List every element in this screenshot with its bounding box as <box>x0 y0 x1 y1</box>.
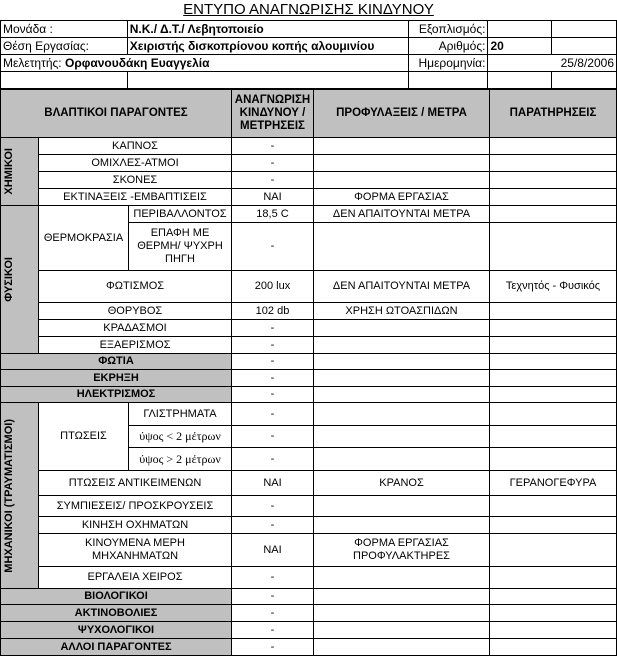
column-header-row <box>1 90 617 138</box>
col-header-factors: ΒΛΑΠΤΙΚΟΙ ΠΑΡΑΓΟΝΤΕΣ <box>1 90 232 138</box>
measures-cell[interactable] <box>314 387 490 403</box>
factor-label: ΚΙΝΟΥΜΕΝΑ ΜΕΡΗ ΜΗΧΑΝΗΜΑΤΩΝ <box>39 534 232 567</box>
notes-cell[interactable] <box>490 448 617 471</box>
recognition-cell[interactable]: - <box>232 320 314 337</box>
measures-cell[interactable] <box>314 138 490 155</box>
factor-label: ΣΚΟΝΕΣ <box>39 172 232 189</box>
recognition-cell[interactable]: 102 db <box>232 303 314 320</box>
measures-cell[interactable] <box>314 370 490 387</box>
notes-cell[interactable] <box>490 223 617 271</box>
factor-label: ΚΙΝΗΣΗ ΟΧΗΜΑΤΩΝ <box>39 517 232 534</box>
header-row-unit <box>1 21 617 38</box>
group-label: ΜΗΧΑΝΙΚΟΙ (ΤΡΑΥΜΑΤΙΣΜΟΙ) <box>3 418 15 573</box>
recognition-cell[interactable]: - <box>232 589 314 605</box>
factor-label-temperature: ΘΕΡΜΟΚΡΑΣΙΑ <box>39 206 129 271</box>
factor-label: ΕΚΡΗΞΗ <box>1 370 232 387</box>
recognition-cell[interactable]: - <box>232 138 314 155</box>
date-label: Ημερομηνία: <box>408 55 488 72</box>
factor-label: ΣΥΜΠΙΕΣΕΙΣ/ ΠΡΟΣΚΡΟΥΣΕΙΣ <box>39 496 232 517</box>
measures-cell[interactable] <box>314 337 490 354</box>
researcher-label: Μελετητής: <box>3 56 62 70</box>
factor-label: ΕΡΓΑΛΕΙΑ ΧΕΙΡΟΣ <box>39 567 232 589</box>
measures-cell[interactable] <box>314 567 490 589</box>
factor-sublabel: ΓΛΙΣΤΡΗΜΑΤΑ <box>129 403 232 426</box>
col-header-notes: ΠΑΡΑΤΗΡΗΣΕΙΣ <box>490 90 617 138</box>
measures-cell[interactable] <box>314 354 490 370</box>
notes-cell[interactable] <box>490 155 617 172</box>
recognition-cell[interactable]: - <box>232 567 314 589</box>
notes-cell[interactable] <box>490 387 617 403</box>
notes-cell[interactable] <box>490 639 617 656</box>
table-row <box>1 589 617 605</box>
recognition-cell[interactable]: - <box>232 605 314 622</box>
measures-cell[interactable]: ΦΟΡΜΑ ΕΡΓΑΣΙΑΣ <box>314 189 490 206</box>
col-header-measures: ΠΡΟΦΥΛΑΞΕΙΣ / ΜΕΤΡΑ <box>314 90 490 138</box>
recognition-cell[interactable]: - <box>232 448 314 471</box>
recognition-cell[interactable]: - <box>232 370 314 387</box>
factor-sublabel: ΕΠΑΦΗ ΜΕ ΘΕΡΜΗ/ ΨΥΧΡΗ ΠΗΓΗ <box>129 223 232 271</box>
table-row <box>1 189 617 206</box>
measures-cell[interactable] <box>314 172 490 189</box>
researcher-value: Ορφανουδάκη Ευαγγελία <box>64 56 210 70</box>
notes-cell[interactable] <box>490 370 617 387</box>
position-label: Θέση Εργασίας: <box>1 38 128 55</box>
measures-cell[interactable] <box>314 155 490 172</box>
equipment-label: Εξοπλισμός: <box>408 21 488 38</box>
notes-cell[interactable] <box>490 354 617 370</box>
factor-label-falls: ΠΤΩΣΕΙΣ <box>39 403 129 471</box>
empty-cell[interactable] <box>1 72 128 89</box>
recognition-cell[interactable]: 18,5 C <box>232 206 314 223</box>
table-row <box>1 155 617 172</box>
measures-cell[interactable] <box>314 622 490 639</box>
measures-cell[interactable]: ΔΕΝ ΑΠΑΙΤΟΥΝΤΑΙ ΜΕΤΡΑ <box>314 206 490 223</box>
number-value[interactable]: 20 <box>488 38 552 55</box>
table-row <box>1 138 617 155</box>
factor-label: ΚΑΠΝΟΣ <box>39 138 232 155</box>
empty-cell[interactable] <box>408 72 488 89</box>
table-row <box>1 534 617 567</box>
factor-sublabel: ύψος < 2 μέτρων <box>129 426 232 448</box>
recognition-cell[interactable]: - <box>232 172 314 189</box>
table-row <box>1 496 617 517</box>
researcher-cell[interactable] <box>1 55 409 72</box>
table-row <box>1 567 617 589</box>
header-row-position <box>1 38 617 55</box>
table-row <box>1 172 617 189</box>
table-row <box>1 639 617 656</box>
notes-cell[interactable] <box>490 517 617 534</box>
notes-cell[interactable] <box>490 589 617 605</box>
position-value[interactable]: Χειριστής δισκοπρίονου κοπής αλουμινίου <box>127 38 408 55</box>
table-row <box>1 471 617 496</box>
recognition-cell[interactable]: - <box>232 639 314 656</box>
notes-cell[interactable] <box>490 320 617 337</box>
recognition-cell[interactable]: - <box>232 426 314 448</box>
notes-cell[interactable] <box>490 138 617 155</box>
notes-cell[interactable] <box>490 303 617 320</box>
factor-label: ΚΡΑΔΑΣΜΟΙ <box>39 320 232 337</box>
notes-cell[interactable] <box>490 337 617 354</box>
table-row <box>1 622 617 639</box>
measures-cell[interactable] <box>314 426 490 448</box>
measures-cell[interactable] <box>314 589 490 605</box>
table-row <box>1 337 617 354</box>
recognition-cell[interactable]: ΝΑΙ <box>232 471 314 496</box>
measures-cell[interactable] <box>314 320 490 337</box>
table-row <box>1 605 617 622</box>
table-row <box>1 320 617 337</box>
table-row <box>1 206 617 223</box>
factor-label: ΗΛΕΚΤΡΙΣΜΟΣ <box>1 387 232 403</box>
measures-cell[interactable] <box>314 403 490 426</box>
measures-cell[interactable] <box>314 605 490 622</box>
measures-cell[interactable] <box>314 496 490 517</box>
recognition-cell[interactable]: - <box>232 622 314 639</box>
factor-label: ΕΞΑΕΡΙΣΜΟΣ <box>39 337 232 354</box>
measures-cell[interactable] <box>314 223 490 271</box>
measures-cell[interactable] <box>314 639 490 656</box>
factor-label: ΨΥΧΟΛΟΓΙΚΟΙ <box>1 622 232 639</box>
measures-cell[interactable]: ΦΟΡΜΑ ΕΡΓΑΣΙΑΣ ΠΡΟΦΥΛΑΚΤΗΡΕΣ <box>314 534 490 567</box>
recognition-cell[interactable]: - <box>232 337 314 354</box>
factor-label: ΘΟΡΥΒΟΣ <box>39 303 232 320</box>
factor-label: ΠΤΩΣΕΙΣ ΑΝΤΙΚΕΙΜΕΝΩΝ <box>39 471 232 496</box>
factor-sublabel: ΠΕΡΙΒΑΛΛΟΝΤΟΣ <box>129 206 232 223</box>
notes-cell[interactable] <box>490 426 617 448</box>
form-title-text: ΕΝΤΥΠΟ ΑΝΑΓΝΩΡΙΣΗΣ ΚΙΝΔΥΝΟΥ <box>183 1 434 18</box>
notes-cell[interactable] <box>490 534 617 567</box>
unit-label: Μονάδα : <box>1 21 128 38</box>
recognition-cell[interactable]: - <box>232 155 314 172</box>
notes-cell[interactable] <box>490 622 617 639</box>
factor-label: ΑΛΛΟΙ ΠΑΡΑΓΟΝΤΕΣ <box>1 639 232 656</box>
table-row <box>1 387 617 403</box>
header-spare-cell-1[interactable] <box>552 21 617 38</box>
table-row <box>1 354 617 370</box>
table-row <box>1 370 617 387</box>
factor-label: ΦΩΤΙΑ <box>1 354 232 370</box>
factor-label: ΒΙΟΛΟΓΙΚΟΙ <box>1 589 232 605</box>
factor-sublabel: ύψος > 2 μέτρων <box>129 448 232 471</box>
recognition-cell[interactable]: ΝΑΙ <box>232 534 314 567</box>
group-label: ΦΥΣΙΚΟΙ <box>3 257 15 302</box>
empty-cell[interactable] <box>488 72 552 89</box>
notes-cell[interactable] <box>490 172 617 189</box>
notes-cell[interactable] <box>490 206 617 223</box>
header-table <box>0 20 617 89</box>
measures-cell[interactable]: ΔΕΝ ΑΠΑΙΤΟΥΝΤΑΙ ΜΕΤΡΑ <box>314 271 490 303</box>
recognition-cell[interactable]: 200 lux <box>232 271 314 303</box>
factor-label: ΑΚΤΙΝΟΒΟΛΙΕΣ <box>1 605 232 622</box>
hazard-table <box>0 89 617 656</box>
recognition-cell[interactable]: ΝΑΙ <box>232 189 314 206</box>
recognition-cell[interactable]: - <box>232 387 314 403</box>
notes-cell[interactable] <box>490 496 617 517</box>
notes-cell[interactable] <box>490 605 617 622</box>
recognition-cell[interactable]: - <box>232 403 314 426</box>
notes-cell[interactable] <box>490 189 617 206</box>
header-row-empty <box>1 72 617 89</box>
measures-cell[interactable]: ΧΡΗΣΗ ΩΤΟΑΣΠΙΔΩΝ <box>314 303 490 320</box>
notes-cell[interactable]: Τεχνητός - Φυσικός <box>490 271 617 303</box>
factor-label: ΦΩΤΙΣΜΟΣ <box>39 271 232 303</box>
number-label: Αριθμός: <box>408 38 488 55</box>
header-row-researcher <box>1 55 617 72</box>
measures-cell[interactable] <box>314 448 490 471</box>
factor-label: ΕΚΤΙΝΑΞΕΙΣ -ΕΜΒΑΠΤΙΣΕΙΣ <box>39 189 232 206</box>
empty-cell[interactable] <box>552 72 617 89</box>
table-row <box>1 303 617 320</box>
notes-cell[interactable] <box>490 403 617 426</box>
empty-cell[interactable] <box>127 72 408 89</box>
factor-label: ΟΜΙΧΛΕΣ-ΑΤΜΟΙ <box>39 155 232 172</box>
recognition-cell[interactable]: - <box>232 354 314 370</box>
recognition-cell[interactable]: - <box>232 223 314 271</box>
group-physical <box>1 206 39 354</box>
equipment-value[interactable] <box>488 21 552 38</box>
table-row <box>1 517 617 534</box>
notes-cell[interactable] <box>490 567 617 589</box>
recognition-cell[interactable]: - <box>232 517 314 534</box>
group-chemical <box>1 138 39 206</box>
unit-value[interactable]: Ν.Κ./ Δ.Τ./ Λεβητοποιείο <box>127 21 408 38</box>
group-label: ΧΗΜΙΚΟΙ <box>3 148 15 195</box>
measures-cell[interactable] <box>314 517 490 534</box>
group-mechanical <box>1 403 39 589</box>
table-row <box>1 271 617 303</box>
date-value[interactable]: 25/8/2006 <box>488 55 617 72</box>
col-header-recognition: ΑΝΑΓΝΩΡΙΣΗ ΚΙΝΔΥΝΟΥ / ΜΕΤΡΗΣΕΙΣ <box>232 90 314 138</box>
recognition-cell[interactable]: - <box>232 496 314 517</box>
table-row <box>1 403 617 426</box>
measures-cell[interactable]: ΚΡΑΝΟΣ <box>314 471 490 496</box>
notes-cell[interactable]: ΓΕΡΑΝΟΓΕΦΥΡΑ <box>490 471 617 496</box>
form-title <box>0 0 617 20</box>
header-spare-cell-2[interactable] <box>552 38 617 55</box>
